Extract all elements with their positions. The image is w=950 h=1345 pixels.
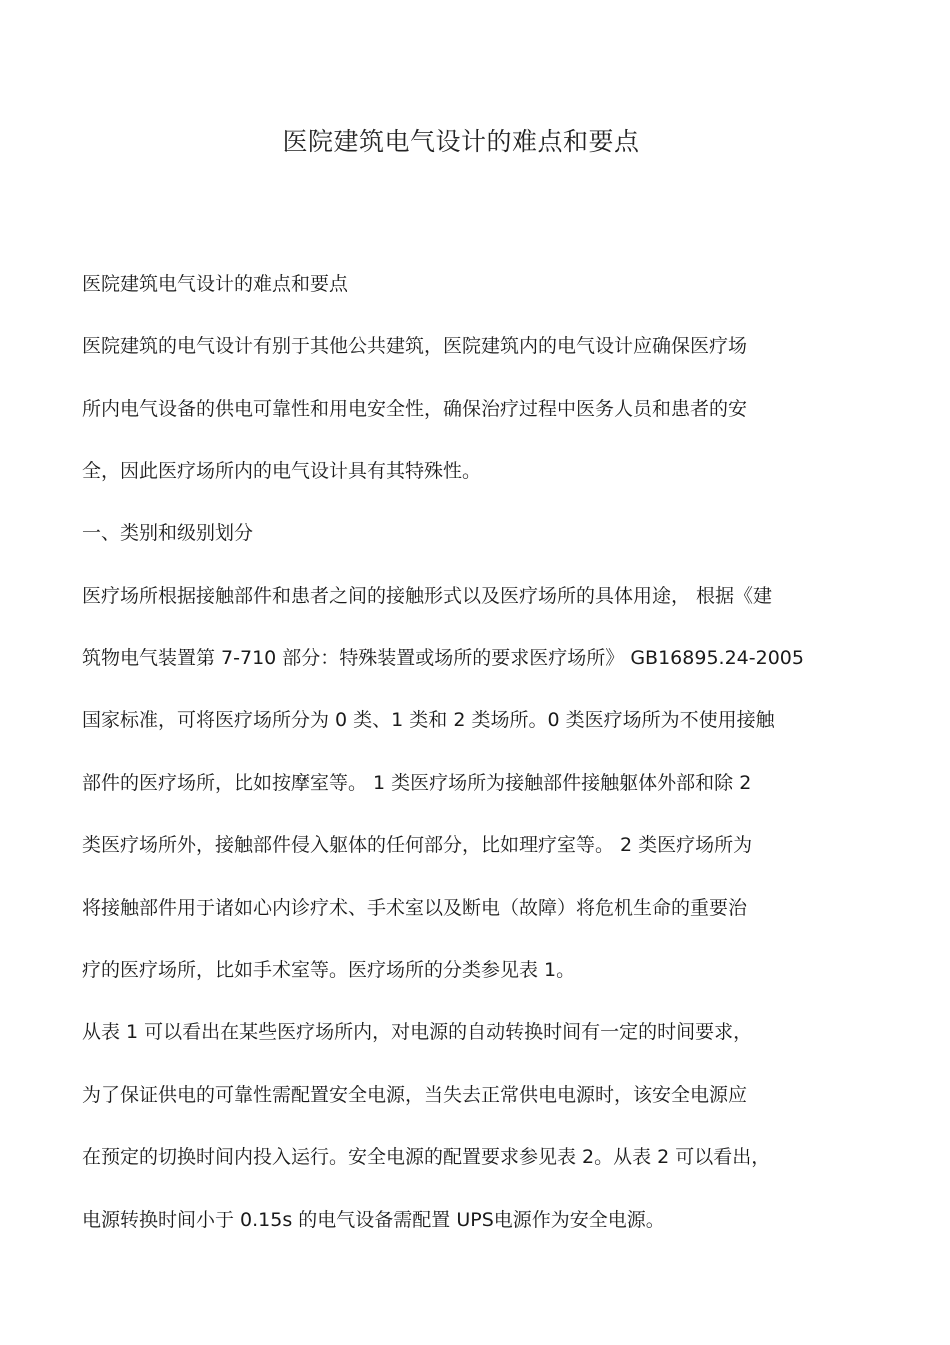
paragraph-line: 疗的医疗场所，比如手术室等。医疗场所的分类参见表 1。 <box>82 959 576 981</box>
paragraph-line: 医疗场所根据接触部件和患者之间的接触形式以及医疗场所的具体用途， 根据《建 <box>82 585 773 607</box>
section-heading: 医院建筑电气设计的难点和要点 <box>82 273 349 295</box>
paragraph-line: 医院建筑的电气设计有别于其他公共建筑，医院建筑内的电气设计应确保医疗场 <box>82 335 748 357</box>
paragraph-line: 全，因此医疗场所内的电气设计具有其特殊性。 <box>82 460 482 482</box>
paragraph-line: 部件的医疗场所，比如按摩室等。 1 类医疗场所为接触部件接触躯体外部和除 2 <box>82 772 752 794</box>
paragraph-line: 电源转换时间小于 0.15s 的电气设备需配置 UPS电源作为安全电源。 <box>82 1209 665 1231</box>
document-title: 医院建筑电气设计的难点和要点 <box>282 127 640 156</box>
paragraph-line: 为了保证供电的可靠性需配置安全电源，当失去正常供电电源时，该安全电源应 <box>82 1084 748 1106</box>
paragraph-line: 在预定的切换时间内投入运行。安全电源的配置要求参见表 2。从表 2 可以看出， <box>82 1146 771 1168</box>
section-heading: 一、类别和级别划分 <box>82 522 254 544</box>
paragraph-line: 筑物电气装置第 7-710 部分：特殊装置或场所的要求医疗场所》 GB16895.24-2005 <box>82 647 804 669</box>
paragraph-line: 类医疗场所外，接触部件侵入躯体的任何部分，比如理疗室等。 2 类医疗场所为 <box>82 834 753 856</box>
paragraph-line: 所内电气设备的供电可靠性和用电安全性，确保治疗过程中医务人员和患者的安 <box>82 398 748 420</box>
paragraph-line: 从表 1 可以看出在某些医疗场所内，对电源的自动转换时间有一定的时间要求， <box>82 1021 753 1043</box>
paragraph-line: 国家标准，可将医疗场所分为 0 类、1 类和 2 类场所。0 类医疗场所为不使用接触 <box>82 709 775 731</box>
paragraph-line: 将接触部件用于诸如心内诊疗术、手术室以及断电（故障）将危机生命的重要治 <box>82 897 748 919</box>
